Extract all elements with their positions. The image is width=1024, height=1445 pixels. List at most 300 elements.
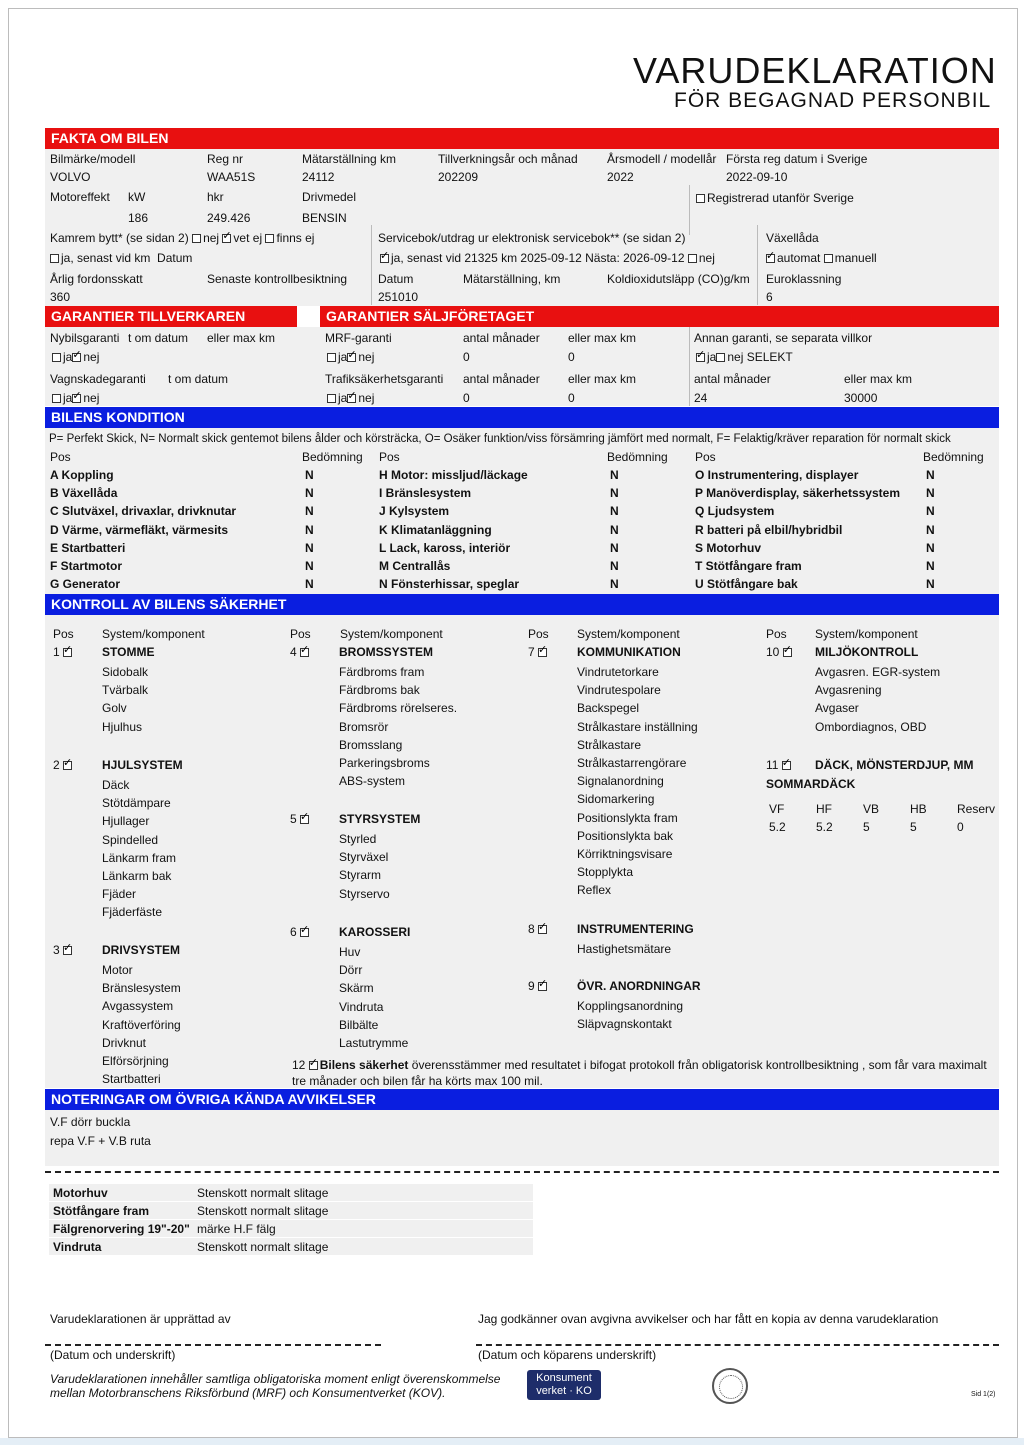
fakta-label-regnr: Reg nr: [207, 152, 244, 166]
section-kondition-heading: BILENS KONDITION: [45, 407, 999, 428]
page-number: Sid 1(2): [971, 1391, 996, 1398]
kontroll-datum-label: Datum: [378, 272, 414, 286]
mrf-nej-checkbox[interactable]: [347, 353, 356, 362]
kontroll-group-title: KOMMUNIKATION: [577, 645, 681, 659]
kondition-pos-header-1: Pos: [50, 450, 71, 464]
kontroll-datum-value: 251010: [378, 290, 419, 304]
kamrem-nej-label: nej: [203, 231, 220, 245]
kontroll-item: Vindruta: [339, 999, 384, 1014]
kamrem-vet-ej-checkbox[interactable]: [222, 234, 231, 243]
fakta-value-hkr: 249.426: [207, 211, 251, 225]
notes-table-part: Stötfångare fram: [53, 1204, 150, 1218]
fakta-label-kw: kW: [128, 190, 146, 204]
kondition-item-rating: N: [610, 486, 619, 501]
kamrem-ja-checkbox[interactable]: [50, 254, 59, 263]
sakerhet-text: överensstämmer med resultatet i bifogat protokoll från obligatorisk kontrollbesiktning , som får vara maximalt: [411, 1058, 987, 1072]
kondition-item-rating: N: [610, 559, 619, 573]
kontroll-item: Färdbroms rörelseres.: [339, 701, 458, 716]
koldioxid-label: Koldioxidutsläpp (CO)g/km: [607, 272, 750, 286]
kontroll-group-checkbox[interactable]: [300, 648, 309, 657]
automat-checkbox[interactable]: [766, 254, 775, 263]
sakerhet-num: 12: [292, 1058, 306, 1072]
kontroll-item: Styrservo: [339, 886, 390, 901]
kontroll-group-checkbox[interactable]: [538, 982, 547, 991]
kontroll-pos-header-1: Pos: [53, 627, 74, 641]
fakta-value-forsta-reg: 2022-09-10: [726, 170, 788, 184]
kontroll-group-number: [53, 758, 74, 772]
kondition-item-label: G Generator: [50, 577, 121, 592]
kontroll-item: Avgassystem: [102, 999, 174, 1014]
kondition-item-label: L Lack, kaross, interiör: [379, 540, 511, 555]
kondition-item-label: J Kylsystem: [379, 504, 450, 519]
kontroll-item: Länkarm bak: [102, 869, 172, 883]
kamrem-datum-label: Datum: [157, 251, 193, 265]
kondition-item-label: R batteri på elbil/hybridbil: [695, 522, 843, 537]
kontroll-item: Avgasren. EGR-system: [815, 665, 941, 679]
nybil-eller-max-km-label: eller max km: [207, 331, 276, 345]
trafik-km-value: 0: [568, 391, 575, 405]
tyre-label: HF: [816, 802, 832, 816]
kontroll-item: Hastighetsmätare: [577, 942, 672, 956]
kontroll-group-checkbox[interactable]: [300, 928, 309, 937]
kontroll-group-number: [53, 943, 74, 957]
kondition-item-label: N Fönsterhissar, speglar: [379, 577, 520, 592]
kontroll-item: Bromsrör: [339, 719, 389, 734]
annan-km-value: 30000: [844, 391, 878, 405]
servicebok-nej-label: nej: [698, 251, 715, 265]
kontroll-group-number: [766, 645, 794, 659]
mrf-garanti-label: MRF-garanti: [325, 331, 392, 345]
kamrem-ja-row: [50, 251, 192, 265]
kondition-item-label: U Stötfångare bak: [695, 577, 798, 592]
kontroll-item: Styrled: [339, 832, 377, 846]
kondition-item-rating: N: [926, 522, 935, 537]
kontroll-item: Drivknut: [102, 1035, 147, 1050]
notes-table-part: Fälgrenorvering 19"-20": [53, 1222, 190, 1236]
trafik-ja-label: ja: [338, 391, 348, 405]
skatt-value: 360: [50, 290, 71, 304]
kontroll-item: Fjäder: [102, 887, 137, 902]
kontroll-item: Avgasrening: [815, 683, 882, 698]
vagnskada-nej-label: nej: [83, 391, 100, 405]
kontroll-item: Tvärbalk: [102, 683, 149, 698]
section-fakta-heading: FAKTA OM BILEN: [45, 128, 999, 149]
kontroll-group-num: 8: [528, 922, 539, 936]
signature-line-seller[interactable]: [45, 1344, 381, 1346]
kontroll-item: ABS-system: [339, 774, 406, 789]
sommardack-label: SOMMARDÄCK: [766, 777, 856, 791]
kontroll-group-num: 10: [766, 645, 783, 659]
mrf-eller-max-km-label: eller max km: [568, 331, 637, 345]
section-garanti-saljforetaget-heading: GARANTIER SÄLJFÖRETAGET: [320, 306, 999, 327]
upprattad-label: Varudeklarationen är upprättad av: [50, 1312, 231, 1326]
fakta-value-drivmedel: BENSIN: [302, 211, 347, 225]
kontroll-pos-header-4: Pos: [766, 627, 787, 641]
senaste-kontroll-label: Senaste kontrollbesiktning: [207, 272, 348, 286]
kontroll-group-title: HJULSYSTEM: [102, 758, 183, 772]
kondition-item-rating: N: [926, 504, 935, 519]
kamrem-finns-ej-label: finns ej: [276, 231, 315, 245]
sakerhet-bold: Bilens säkerhet: [319, 1058, 409, 1072]
kontroll-group-checkbox[interactable]: [783, 648, 792, 657]
nybil-ja-label: ja: [63, 350, 73, 364]
kontroll-item: Strålkastare: [577, 737, 642, 752]
kontroll-pos-header-2: Pos: [290, 627, 311, 641]
window-bottom-strip: [0, 1438, 1024, 1445]
kondition-bedomning-header-3: Bedömning: [923, 450, 984, 464]
nybil-nej-checkbox[interactable]: [72, 353, 81, 362]
vaxellada-label: Växellåda: [766, 231, 819, 245]
annan-nej-selekt-label: nej SELEKT: [727, 350, 793, 364]
fakta-value-kw: 186: [128, 211, 149, 225]
fakta-value-arsmodell: 2022: [607, 170, 634, 184]
manuell-checkbox[interactable]: [824, 254, 833, 263]
kontroll-item: Vindrutespolare: [577, 683, 661, 698]
kontroll-item: Sidomarkering: [577, 792, 655, 807]
checkbox-icon: [696, 194, 705, 203]
kontroll-group-checkbox[interactable]: [538, 648, 547, 657]
kontroll-item: Positionslykta fram: [577, 810, 678, 825]
kontroll-item: Avgaser: [815, 701, 859, 716]
kondition-item-rating: N: [610, 522, 619, 537]
kamrem-label: Kamrem bytt* (se sidan 2): [50, 231, 189, 245]
mrf-km-value: 0: [568, 350, 575, 364]
kondition-item-rating: N: [305, 559, 314, 573]
kondition-item-label: H Motor: missljud/läckage: [379, 468, 528, 482]
registrerad-utanfor-label: Registrerad utanför Sverige: [707, 191, 854, 205]
fakta-label-hkr: hkr: [207, 190, 224, 204]
annan-ja-label: ja: [707, 350, 717, 364]
notering-line-2: repa V.F + V.B ruta: [50, 1134, 151, 1148]
nybilsgaranti-label: Nybilsgaranti: [50, 331, 120, 345]
kontroll-group-num: 1: [53, 645, 64, 659]
annan-eller-max-km-label: eller max km: [844, 372, 913, 386]
kondition-pos-header-2: Pos: [379, 450, 400, 464]
fakta-label-forsta-reg: Första reg datum i Sverige: [726, 152, 868, 166]
kontroll-item: Kraftöverföring: [102, 1017, 181, 1032]
kontroll-item: Bromsslang: [339, 737, 403, 752]
kontroll-item: Däck: [102, 778, 130, 792]
euroklass-value: 6: [766, 290, 773, 304]
tyre-label: VF: [769, 802, 785, 816]
fakta-divider-right: [757, 225, 758, 305]
kontroll-system-header-2: System/komponent: [340, 627, 443, 641]
footer-note-line-2: mellan Motorbranschens Riksförbund (MRF) och Konsumentverket (KOV).: [50, 1386, 446, 1400]
kontroll-item: Fjäderfäste: [102, 905, 163, 920]
annan-garanti-label: Annan garanti, se separata villkor: [694, 331, 873, 345]
kontroll-item: Kopplingsanordning: [577, 999, 684, 1013]
kondition-legend: P= Perfekt Skick, N= Normalt skick gentemot bilens ålder och körsträcka, O= Osäker funktion/viss försämring jämfört med normalt, F= Felaktig/kräver reparation för normalt skick: [49, 433, 951, 445]
document-title: VARUDEKLARATION: [633, 50, 997, 91]
kontroll-group-number: [766, 758, 793, 772]
kontroll-group-num: 4: [290, 645, 301, 659]
kontroll-group-title: ÖVR. ANORDNINGAR: [577, 979, 701, 993]
servicebok-ja-checkbox[interactable]: [380, 254, 389, 263]
kamrem-vet-ej-label: vet ej: [233, 231, 263, 245]
kontroll-item: Bilbälte: [339, 1017, 379, 1032]
kontroll-item: Styrväxel: [339, 850, 389, 865]
kontroll-group-num: 6: [290, 925, 301, 939]
nybil-t-om-datum-label: t om datum: [128, 331, 189, 345]
godkanner-label: Jag godkänner ovan avgivna avvikelser och har fått en kopia av denna varudeklaration: [478, 1312, 939, 1326]
kondition-item-label: B Växellåda: [50, 486, 118, 501]
trafik-nej-checkbox[interactable]: [347, 394, 356, 403]
trafik-antal-manader-label: antal månader: [463, 372, 540, 386]
tyre-label: VB: [863, 802, 880, 816]
kontroll-item: Reflex: [577, 883, 612, 898]
vaxellada-row: [766, 251, 877, 265]
fakta-label-matarstallning: Mätarställning km: [302, 152, 397, 166]
kamrem-finns-ej-checkbox[interactable]: [265, 234, 274, 243]
kontroll-group-number: [53, 645, 74, 659]
kondition-item-rating: N: [926, 559, 935, 573]
footer-note-line-1: Varudeklarationen innehåller samtliga obligatoriska moment enligt överenskommelse: [50, 1372, 501, 1386]
nybil-checkboxes: [52, 350, 99, 364]
fakta-value-tillverkning: 202209: [438, 170, 479, 184]
kondition-item-rating: N: [305, 522, 314, 537]
document-subtitle: FÖR BEGAGNAD PERSONBIL: [674, 89, 992, 112]
bilens-sakerhet-row: [292, 1058, 987, 1072]
sakerhet-text-2: tre månader och bilen får ha körts max 100 mil.: [292, 1074, 543, 1088]
kondition-item-rating: N: [305, 540, 314, 555]
kondition-item-label: A Koppling: [50, 468, 114, 482]
servicebok-nej-checkbox[interactable]: [688, 254, 697, 263]
kondition-bedomning-header-2: Bedömning: [607, 450, 668, 464]
tyre-label: Reserv: [957, 802, 996, 816]
servicebok-ja-label: ja, senast vid 21325 km 2025-09-12 Nästa: 2026-09-12: [391, 251, 685, 265]
mrf-nej-label: nej: [358, 350, 375, 364]
kondition-item-rating: N: [305, 468, 314, 482]
kontroll-item: Motor: [102, 963, 133, 977]
kondition-item-rating: N: [305, 577, 314, 592]
manuell-label: manuell: [834, 251, 877, 265]
euroklassning-label: Euroklassning: [766, 272, 842, 286]
fakta-label-drivmedel: Drivmedel: [302, 190, 357, 204]
kontroll-group-title: STYRSYSTEM: [339, 812, 421, 826]
datum-kopare-label: (Datum och köparens underskrift): [478, 1348, 657, 1362]
kondition-item-rating: N: [926, 486, 935, 501]
registrerad-utanfor-checkbox[interactable]: [696, 191, 854, 205]
kondition-item-label: P Manöverdisplay, säkerhetssystem: [695, 486, 900, 501]
kontroll-item: Spindelled: [102, 832, 159, 847]
kontroll-group-checkbox[interactable]: [782, 761, 791, 770]
section-garanti-tillverkaren-heading: GARANTIER TILLVERKAREN: [45, 306, 297, 327]
kondition-item-rating: N: [926, 577, 935, 592]
fakta-divider: [689, 185, 690, 235]
tyre-value: 5: [910, 820, 917, 834]
kontroll-item: Styrarm: [339, 868, 381, 883]
kontroll-item: Startbatteri: [102, 1072, 161, 1087]
mrf-ja-checkbox[interactable]: [327, 353, 336, 362]
kamrem-row: [50, 231, 314, 245]
kondition-item-label: K Klimatanläggning: [379, 522, 492, 537]
fakta-value-regnr: WAA51S: [207, 170, 256, 184]
kontroll-group-checkbox[interactable]: [63, 761, 72, 770]
trafik-checkboxes: [327, 391, 374, 405]
kontroll-group-checkbox[interactable]: [63, 648, 72, 657]
kontroll-item: Strålkastarrengörare: [577, 756, 687, 770]
kontroll-group-number: [290, 925, 311, 939]
kontroll-group-title: STOMME: [102, 645, 155, 659]
kontroll-item: Parkeringsbroms: [339, 756, 430, 770]
tyre-value: 0: [957, 820, 964, 834]
kontroll-group-title: INSTRUMENTERING: [577, 922, 694, 936]
kontroll-group-title: KAROSSERI: [339, 925, 411, 939]
kondition-item-label: D Värme, värmefläkt, värmesits: [50, 522, 229, 537]
kontroll-group-title: MILJÖKONTROLL: [815, 645, 919, 659]
kontroll-item: Släpvagnskontakt: [577, 1017, 672, 1032]
notes-table-remark: märke H.F fälg: [197, 1222, 276, 1236]
kontroll-group-num: 7: [528, 645, 539, 659]
section-kontroll-heading: KONTROLL AV BILENS SÄKERHET: [45, 594, 999, 615]
kontroll-item: Länkarm fram: [102, 850, 177, 865]
signature-line-buyer[interactable]: [476, 1344, 999, 1346]
kontroll-group-num: 9: [528, 979, 539, 993]
annan-checkboxes: [696, 350, 793, 364]
kontroll-system-header-1: System/komponent: [102, 627, 205, 641]
document-page: [8, 8, 1018, 1438]
section-noteringar-heading: NOTERINGAR OM ÖVRIGA KÄNDA AVVIKELSER: [45, 1089, 999, 1110]
kondition-item-rating: N: [926, 540, 935, 555]
kondition-item-label: Q Ljudsystem: [695, 504, 775, 519]
fakta-value-bilmarke: VOLVO: [50, 170, 91, 184]
kontroll-group-num: 11: [766, 758, 782, 772]
kontroll-group-title: DÄCK, MÖNSTERDJUP, MM: [815, 758, 974, 772]
kondition-item-rating: N: [305, 504, 314, 519]
kondition-item-rating: N: [610, 468, 619, 482]
mrf-seal-icon: [712, 1368, 748, 1404]
datum-underskrift-label: (Datum och underskrift): [50, 1348, 176, 1362]
fakta-divider-mid: [371, 225, 372, 305]
kondition-item-label: O Instrumentering, displayer: [695, 468, 859, 482]
kondition-item-label: S Motorhuv: [695, 540, 761, 555]
kontroll-item: Huv: [339, 945, 361, 959]
kontroll-item: Stopplykta: [577, 865, 634, 880]
vagnskada-ja-checkbox[interactable]: [52, 394, 61, 403]
notes-table-part: Vindruta: [53, 1240, 102, 1254]
kontroll-group-num: 3: [53, 943, 64, 957]
kamrem-nej-checkbox[interactable]: [192, 234, 201, 243]
kontroll-item: Hjulhus: [102, 719, 143, 734]
trafik-nej-label: nej: [358, 391, 375, 405]
kontroll-group-num: 2: [53, 758, 64, 772]
fakta-label-motoreffekt: Motoreffekt: [50, 190, 110, 204]
automat-label: automat: [777, 251, 821, 265]
mrf-ja-label: ja: [338, 350, 348, 364]
kontroll-group-number: [528, 979, 549, 993]
kontroll-matarstallning-label: Mätarställning, km: [463, 272, 561, 286]
konsumentverket-logo: [527, 1370, 601, 1400]
annan-antal-manader-label: antal månader: [694, 372, 771, 386]
garanti-divider: [689, 327, 690, 406]
noteringar-dashed-line: [45, 1171, 999, 1173]
kontroll-item: Lastutrymme: [339, 1036, 409, 1050]
kondition-item-label: I Bränslesystem: [379, 486, 472, 501]
arlig-skatt-label: Årlig fordonsskatt: [50, 272, 143, 286]
kontroll-item: Strålkastare inställning: [577, 719, 698, 734]
kontroll-item: Färdbroms fram: [339, 665, 425, 679]
kontroll-item: Sidobalk: [102, 665, 149, 679]
fakta-label-bilmarke: Bilmärke/modell: [50, 152, 136, 166]
vagnskada-nej-checkbox[interactable]: [72, 394, 81, 403]
kontroll-group-title: BROMSSYSTEM: [339, 645, 434, 659]
kontroll-item: Dörr: [339, 963, 363, 978]
kontroll-group-number: [528, 645, 549, 659]
annan-manader-value: 24: [694, 391, 708, 405]
annan-ja-checkbox[interactable]: [696, 353, 705, 362]
annan-nej-checkbox[interactable]: [716, 353, 725, 362]
trafik-eller-max-km-label: eller max km: [568, 372, 637, 386]
sakerhet-checkbox[interactable]: [309, 1061, 318, 1070]
kontroll-item: Körriktningsvisare: [577, 847, 673, 861]
kontroll-item: Bränslesystem: [102, 981, 181, 996]
trafik-ja-checkbox[interactable]: [327, 394, 336, 403]
kontroll-item: Positionslykta bak: [577, 828, 674, 843]
kondition-pos-header-3: Pos: [695, 450, 716, 464]
kontroll-group-num: 5: [290, 812, 301, 826]
kondition-item-label: E Startbatteri: [50, 540, 126, 555]
kondition-item-rating: N: [305, 486, 314, 501]
kontroll-group-number: [290, 645, 311, 659]
servicebok-row: [380, 251, 715, 265]
notes-table-remark: Stenskott normalt slitage: [197, 1240, 329, 1254]
trafiksakerhetsgaranti-label: Trafiksäkerhetsgaranti: [325, 372, 444, 386]
kontroll-system-header-3: System/komponent: [577, 627, 680, 641]
kondition-item-rating: N: [926, 468, 935, 482]
notes-table-part: Motorhuv: [53, 1186, 108, 1200]
notes-table-remark: Stenskott normalt slitage: [197, 1204, 329, 1218]
kontroll-group-checkbox[interactable]: [63, 946, 72, 955]
kontroll-item: Elförsörjning: [102, 1054, 169, 1068]
kondition-item-rating: N: [610, 540, 619, 555]
kontroll-group-checkbox[interactable]: [538, 925, 547, 934]
servicebok-label: Servicebok/utdrag ur elektronisk servicebok** (se sidan 2): [378, 231, 686, 245]
kontroll-item: Färdbroms bak: [339, 683, 420, 698]
tyre-value: 5: [863, 820, 870, 834]
logo-line-2: verket · KO: [536, 1385, 592, 1397]
fakta-label-arsmodell: Årsmodell / modellår: [607, 152, 717, 166]
kontroll-item: Vindrutetorkare: [577, 665, 659, 679]
kondition-item-rating: N: [610, 577, 619, 592]
kontroll-system-header-4: System/komponent: [815, 627, 918, 641]
fakta-label-tillverkning: Tillverkningsår och månad: [438, 152, 578, 166]
tyre-value: 5.2: [816, 820, 833, 834]
noteringar-background: [45, 1110, 999, 1166]
kontroll-pos-header-3: Pos: [528, 627, 549, 641]
notering-line-1: V.F dörr buckla: [50, 1115, 131, 1129]
kontroll-item: Hjullager: [102, 814, 150, 829]
mrf-manader-value: 0: [463, 350, 470, 364]
kontroll-item: Golv: [102, 701, 127, 716]
kontroll-item: Skärm: [339, 981, 374, 996]
trafik-manader-value: 0: [463, 391, 470, 405]
kontroll-item: Signalanordning: [577, 774, 664, 789]
tyre-label: HB: [910, 802, 927, 816]
kontroll-group-number: [528, 922, 549, 936]
kontroll-item: Backspegel: [577, 701, 640, 716]
nybil-ja-checkbox[interactable]: [52, 353, 61, 362]
kondition-item-label: T Stötfångare fram: [695, 559, 802, 573]
kontroll-group-title: DRIVSYSTEM: [102, 943, 181, 957]
kontroll-item: Stötdämpare: [102, 796, 171, 811]
kontroll-item: Ombordiagnos, OBD: [815, 719, 927, 734]
kontroll-group-checkbox[interactable]: [300, 815, 309, 824]
kondition-item-label: C Slutväxel, drivaxlar, drivknutar: [50, 504, 237, 519]
tyre-value: 5.2: [769, 820, 786, 834]
kondition-item-rating: N: [610, 504, 619, 519]
logo-line-1: Konsument: [536, 1372, 592, 1384]
vagnskada-ja-label: ja: [63, 391, 73, 405]
